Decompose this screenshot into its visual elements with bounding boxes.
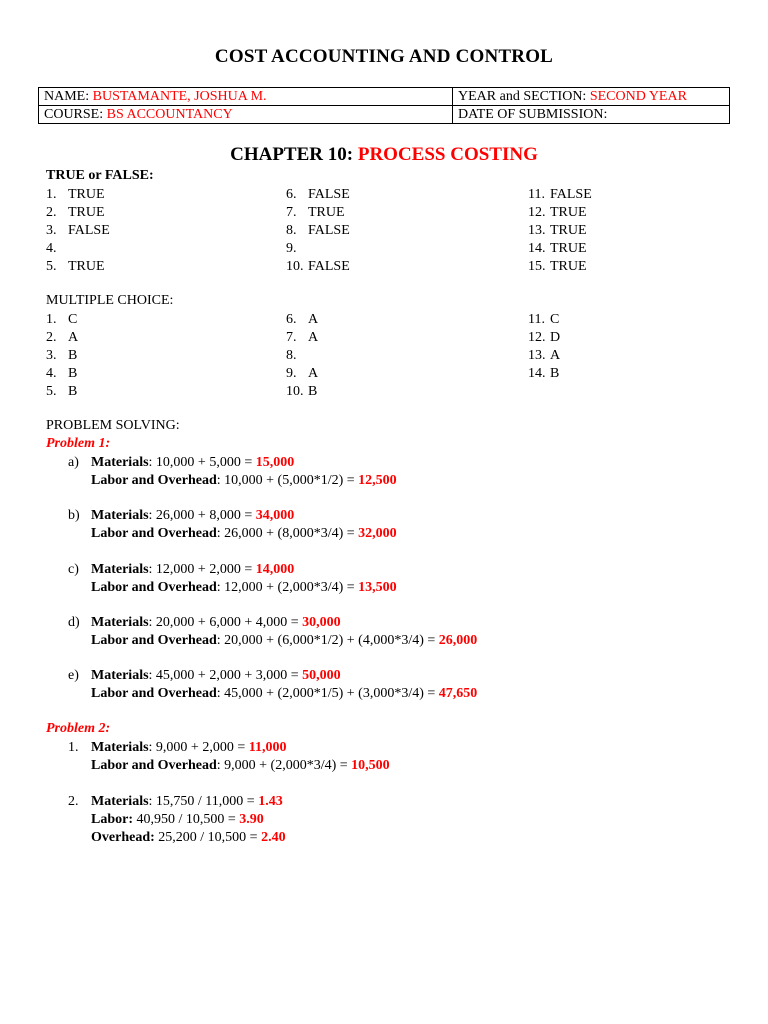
- mc-row: 7. A: [286, 330, 319, 345]
- problem-2-item-2: 2. Materials: 15,750 / 11,000 = 1.43 Labor: 40,950 / 10,500 = 3.90 Overhead: 25,200 / 10,500 = 2.40: [68, 794, 286, 845]
- mc-column-3: [528, 311, 560, 383]
- student-info-table: [38, 87, 730, 124]
- problem-1-item-e: e) Materials: 45,000 + 2,000 + 3,000 = 50,000 Labor and Overhead: 45,000 + (2,000*1/5) + (3,000*3/4) = 47,650: [68, 668, 478, 701]
- mc-row: 8.: [286, 348, 297, 363]
- problem-2-item-1: 1. Materials: 9,000 + 2,000 = 11,000 Labor and Overhead: 9,000 + (2,000*3/4) = 10,500: [68, 740, 390, 773]
- answer: 34,000: [255, 508, 295, 523]
- year-section-cell: [453, 88, 730, 106]
- year-section-label: YEAR and SECTION:: [458, 89, 587, 104]
- mc-row: 14. B: [528, 366, 560, 381]
- mc-row: 2. A: [46, 330, 79, 345]
- true-false-label: TRUE or FALSE:: [46, 168, 154, 183]
- answer: 15,000: [255, 455, 295, 470]
- problem-1-item-a: a) Materials: 10,000 + 5,000 = 15,000 Labor and Overhead: 10,000 + (5,000*1/2) = 12,500: [68, 455, 397, 488]
- chapter-prefix: CHAPTER 10:: [230, 144, 354, 165]
- mc-column-1: [46, 311, 78, 401]
- tf-row: 10. FALSE: [286, 259, 350, 274]
- tf-column-3: [528, 186, 592, 276]
- course-label: COURSE:: [44, 107, 104, 122]
- answer: 11,000: [248, 740, 287, 755]
- mc-row: 5. B: [46, 384, 78, 399]
- multiple-choice-label: MULTIPLE CHOICE:: [46, 293, 174, 308]
- tf-row: 2. TRUE: [46, 205, 105, 220]
- tf-row: 4.: [46, 241, 57, 256]
- tf-row: 13. TRUE: [528, 223, 587, 238]
- answer: 32,000: [358, 526, 397, 541]
- answer: 12,500: [358, 473, 397, 488]
- answer: 2.40: [261, 830, 286, 845]
- problem-1-item-c: c) Materials: 12,000 + 2,000 = 14,000 Labor and Overhead: 12,000 + (2,000*3/4) = 13,500: [68, 562, 397, 595]
- mc-row: 4. B: [46, 366, 78, 381]
- answer: 1.43: [258, 794, 283, 809]
- answer: 26,000: [438, 633, 478, 648]
- tf-row: 15. TRUE: [528, 259, 587, 274]
- tf-row: 7. TRUE: [286, 205, 345, 220]
- date-submission-cell: [453, 106, 730, 124]
- tf-row: 14. TRUE: [528, 241, 587, 256]
- mc-row: 12. D: [528, 330, 561, 345]
- tf-column-1: [46, 186, 110, 276]
- tf-row: 5. TRUE: [46, 259, 105, 274]
- answer: 50,000: [302, 668, 341, 683]
- problem-1-item-d: d) Materials: 20,000 + 6,000 + 4,000 = 30,000 Labor and Overhead: 20,000 + (6,000*1/2) + (4,000*3/4) = 26,000: [68, 615, 478, 648]
- year-section-value: SECOND YEAR: [589, 89, 687, 104]
- name-cell: [39, 88, 453, 106]
- tf-row: 1. TRUE: [46, 187, 105, 202]
- name-label: NAME:: [44, 89, 90, 104]
- problem-1-title: Problem 1:: [46, 436, 111, 451]
- tf-column-2: [286, 186, 350, 276]
- mc-row: 3. B: [46, 348, 78, 363]
- date-submission-label: DATE OF SUBMISSION:: [458, 107, 608, 122]
- problem-2-title: Problem 2:: [46, 721, 111, 736]
- answer: 3.90: [239, 812, 264, 827]
- answer: 30,000: [302, 615, 341, 630]
- answer: 13,500: [358, 580, 397, 595]
- mc-row: 9. A: [286, 366, 319, 381]
- answer: 47,650: [438, 686, 478, 701]
- tf-row: 8. FALSE: [286, 223, 350, 238]
- chapter-heading: [0, 144, 768, 166]
- answer: 14,000: [255, 562, 295, 577]
- mc-row: 13. A: [528, 348, 561, 363]
- chapter-name: PROCESS COSTING: [357, 144, 538, 165]
- tf-row: 12. TRUE: [528, 205, 587, 220]
- mc-row: 6. A: [286, 312, 319, 327]
- tf-row: 3. FALSE: [46, 223, 110, 238]
- mc-row: 1. C: [46, 312, 78, 327]
- answer: 10,500: [351, 758, 390, 773]
- name-value: BUSTAMANTE, JOSHUA M.: [92, 89, 267, 104]
- tf-row: 9.: [286, 241, 297, 256]
- problem-solving-label: PROBLEM SOLVING:: [46, 418, 180, 433]
- document-title: COST ACCOUNTING AND CONTROL: [214, 46, 554, 67]
- mc-column-2: [286, 311, 318, 401]
- mc-row: 10. B: [286, 384, 318, 399]
- mc-row: 11. C: [528, 312, 560, 327]
- tf-row: 6. FALSE: [286, 187, 350, 202]
- course-cell: [39, 106, 453, 124]
- problem-1-item-b: b) Materials: 26,000 + 8,000 = 34,000 Labor and Overhead: 26,000 + (8,000*3/4) = 32,000: [68, 508, 397, 541]
- course-value: BS ACCOUNTANCY: [106, 107, 233, 122]
- tf-row: 11. FALSE: [528, 187, 592, 202]
